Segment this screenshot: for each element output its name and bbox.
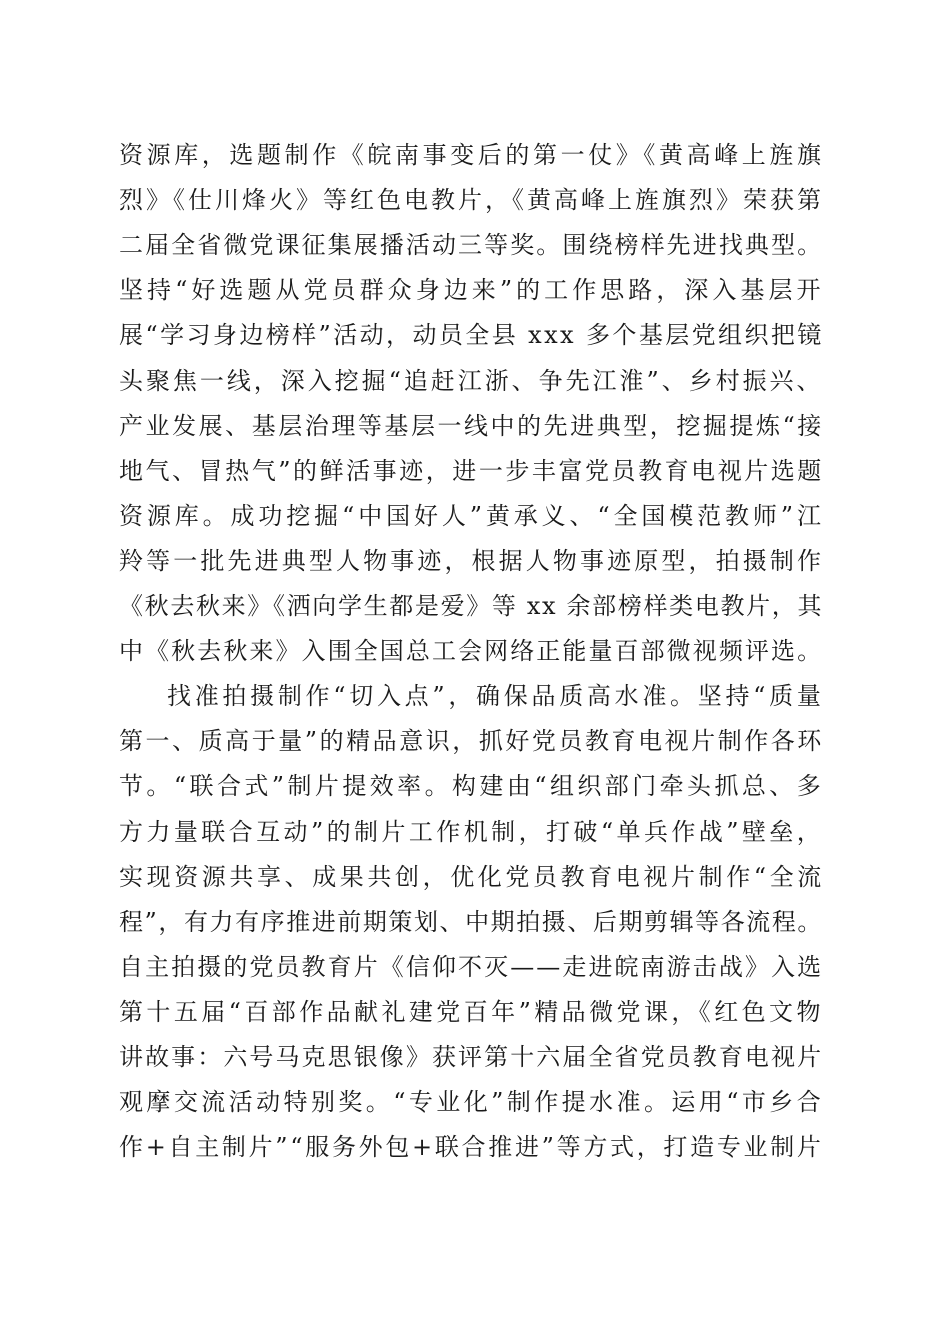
text-line: 头聚焦一线，深入挖掘“追赶江浙、争先江淮”、乡村振兴、 <box>119 367 824 395</box>
text-line: 展“学习身边榜样”活动，动员全县 xxx 多个基层党组织把镜 <box>119 321 824 349</box>
text-line: 羚等一批先进典型人物事迹，根据人物事迹原型，拍摄制作 <box>119 547 825 575</box>
text-line: 程”，有力有序推进前期策划、中期拍摄、后期剪辑等各流程。 <box>119 908 823 936</box>
text-line: 产业发展、基层治理等基层一线中的先进典型，挖掘提炼“接 <box>119 412 824 440</box>
text-line: 方力量联合互动”的制片工作机制，打破“单兵作战”壁垒， <box>119 818 825 846</box>
text-line-indented: 找准拍摄制作“切入点”，确保品质高水准。坚持“质量 <box>167 682 825 710</box>
text-line: 自主拍摄的党员教育片《信仰不灭——走进皖南游击战》入选 <box>119 953 824 981</box>
text-line: 中《秋去秋来》入围全国总工会网络正能量百部微视频评选。 <box>119 637 824 665</box>
text-line: 第十五届“百部作品献礼建党百年”精品微党课，《红色文物 <box>119 998 824 1026</box>
text-line: 第一、质高于量”的精品意识，抓好党员教育电视片制作各环 <box>119 727 824 755</box>
text-line: 烈》《仕川烽火》等红色电教片，《黄高峰上旌旗烈》荣获第 <box>119 186 824 214</box>
text-line: 资源库，选题制作《皖南事变后的第一仗》《黄高峰上旌旗 <box>119 141 825 169</box>
text-line: 作+自主制片”“服务外包+联合推进”等方式，打造专业制片 <box>119 1133 824 1161</box>
text-line: 实现资源共享、成果共创，优化党员教育电视片制作“全流 <box>119 863 825 891</box>
text-line: 坚持“好选题从党员群众身边来”的工作思路，深入基层开 <box>119 276 825 304</box>
text-line: 《秋去秋来》《洒向学生都是爱》等 xx 余部榜样类电教片，其 <box>119 592 824 620</box>
text-line: 资源库。成功挖掘“中国好人”黄承义、“全国模范教师”江 <box>119 502 825 530</box>
text-line: 二届全省微党课征集展播活动三等奖。围绕榜样先进找典型。 <box>119 231 824 259</box>
text-line: 观摩交流活动特别奖。“专业化”制作提水准。运用“市乡合 <box>119 1088 825 1116</box>
text-line: 节。“联合式”制片提效率。构建由“组织部门牵头抓总、多 <box>119 772 825 800</box>
text-line: 讲故事：六号马克思银像》获评第十六届全省党员教育电视片 <box>119 1043 824 1071</box>
text-line: 地气、冒热气”的鲜活事迹，进一步丰富党员教育电视片选题 <box>119 457 824 485</box>
